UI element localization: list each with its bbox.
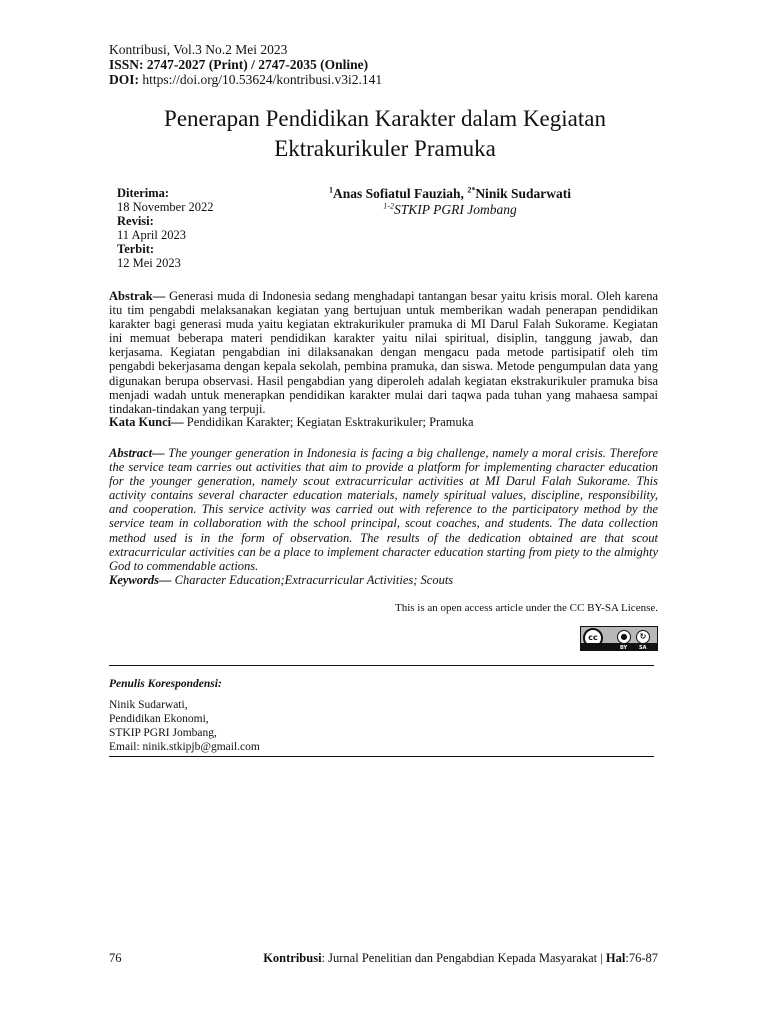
doi-label: DOI: (109, 72, 139, 87)
doi-link[interactable]: https://doi.org/10.53624/kontribusi.v3i2.141 (139, 72, 383, 87)
author-names: $^1$Anas Sofiatul Fauziah, $^{2*}$Ninik Sudarwati (329, 185, 571, 201)
author-block (300, 186, 600, 218)
title-line-1: Penerapan Pendidikan Karakter dalam Kegiatan (164, 106, 606, 131)
published-date: 12 Mei 2023 (117, 256, 181, 270)
keywords-text: Character Education;Extracurricular Activities; Scouts (171, 573, 454, 587)
badge-sa-label: SA (639, 645, 647, 651)
cc-by-sa-badge[interactable] (580, 626, 658, 651)
journal-issn: ISSN: 2747-2027 (Print) / 2747-2035 (Online) (109, 57, 369, 72)
abstrak-text: Generasi muda di Indonesia sedang menghadapi tantangan besar yaitu krisis moral. Oleh karena itu tim pengabdi melaksanakan kegiatan yang bertujuan untuk memberikan wadah penerapan pendidikan karakter bagi generasi muda yaitu kegiatan ektrakurikuler pramuka di MI Darul Falah Sukorame. Kegiatan ini memuat beberapa materi pendidikan karakter yaitu nilai spiritual, disiplin, tanggung jawab, dan kerjasama. Kegiatan pengabdian ini dilaksanakan dengan mengacu pada metode partisipatif oleh tim pengabdi bekerjasama dengan kepala sekolah, pembina pramuka, dan siswa. Metode pengumpulan data yang digunakan berupa observasi. Hasil pengabdian yang diperoleh adalah kegiatan ekstrakurikuler pramuka bisa menjadi wadah untuk menerapkan pendidikan karakter mulai dari taqwa pada tuhan yang mahaesa sampai tindakan-tindakan yang terpuji. (109, 289, 658, 416)
article-title (109, 104, 661, 164)
abstract-text: The younger generation in Indonesia is facing a big challenge, namely a moral crisis. Therefore the service team carries out activities that aim to provide a platform for implementing character education for the younger generation, namely scout extracurricular activities at MI Darul Falah Sukorame. This activity contains several character education materials, namely spiritual values, discipline, responsibility, and cooperation. This service activity was carried out with reference to the participatory method by the service team in collaboration with the school principal, scout coaches, and students. The data collection method used is in the form of observation. The results of the dedication obtained are that scout extracurricular activities can be a place to implement character education starting from piety to the almighty God to commendable actions. (109, 446, 658, 573)
correspondence-email[interactable]: Email: ninik.stkipjb@gmail.com (109, 741, 260, 753)
correspondence-name: Ninik Sudarwati, (109, 699, 188, 711)
article-dates (117, 186, 214, 270)
published-label: Terbit: (117, 242, 155, 256)
journal-volume: Kontribusi, Vol.3 No.2 Mei 2023 (109, 42, 288, 57)
keywords-label: Keywords— (109, 573, 172, 587)
abstrak-label: Abstrak— (109, 289, 166, 303)
correspondence-institution: STKIP PGRI Jombang, (109, 727, 217, 739)
author-affiliation: $^{1-2}$STKIP PGRI Jombang (383, 201, 517, 217)
kata-kunci (109, 415, 658, 429)
abstrak-paragraph (109, 289, 658, 416)
badge-by-label: BY (620, 645, 628, 651)
divider-bottom (109, 756, 654, 757)
title-line-2: Ektrakurikuler Pramuka (274, 136, 496, 161)
page-number: 76 (109, 951, 122, 965)
attribution-icon: ● (617, 630, 631, 644)
journal-doi (109, 72, 382, 87)
correspondence-department: Pendidikan Ekonomi, (109, 713, 209, 725)
footer-journal: Kontribusi: Jurnal Penelitian dan Pengabdian Kepada Masyarakat | Hal:76-87 (263, 951, 658, 965)
keywords (109, 573, 658, 587)
revised-label: Revisi: (117, 214, 154, 228)
share-alike-icon: ↻ (636, 630, 650, 644)
correspondence-title: Penulis Korespondensi: (109, 678, 222, 690)
cc-icon: cc (583, 628, 603, 648)
revised-date: 11 April 2023 (117, 228, 186, 242)
received-label: Diterima: (117, 186, 170, 200)
divider-top (109, 665, 654, 666)
abstract-paragraph (109, 446, 658, 573)
license-statement: This is an open access article under the CC BY-SA License. (394, 602, 658, 614)
kata-kunci-text: Pendidikan Karakter; Kegiatan Esktrakurikuler; Pramuka (183, 415, 474, 429)
correspondence-details (109, 698, 260, 754)
kata-kunci-label: Kata Kunci— (109, 415, 184, 429)
abstract-label: Abstract— (109, 446, 165, 460)
received-date: 18 November 2022 (117, 200, 214, 214)
journal-header (109, 42, 382, 87)
